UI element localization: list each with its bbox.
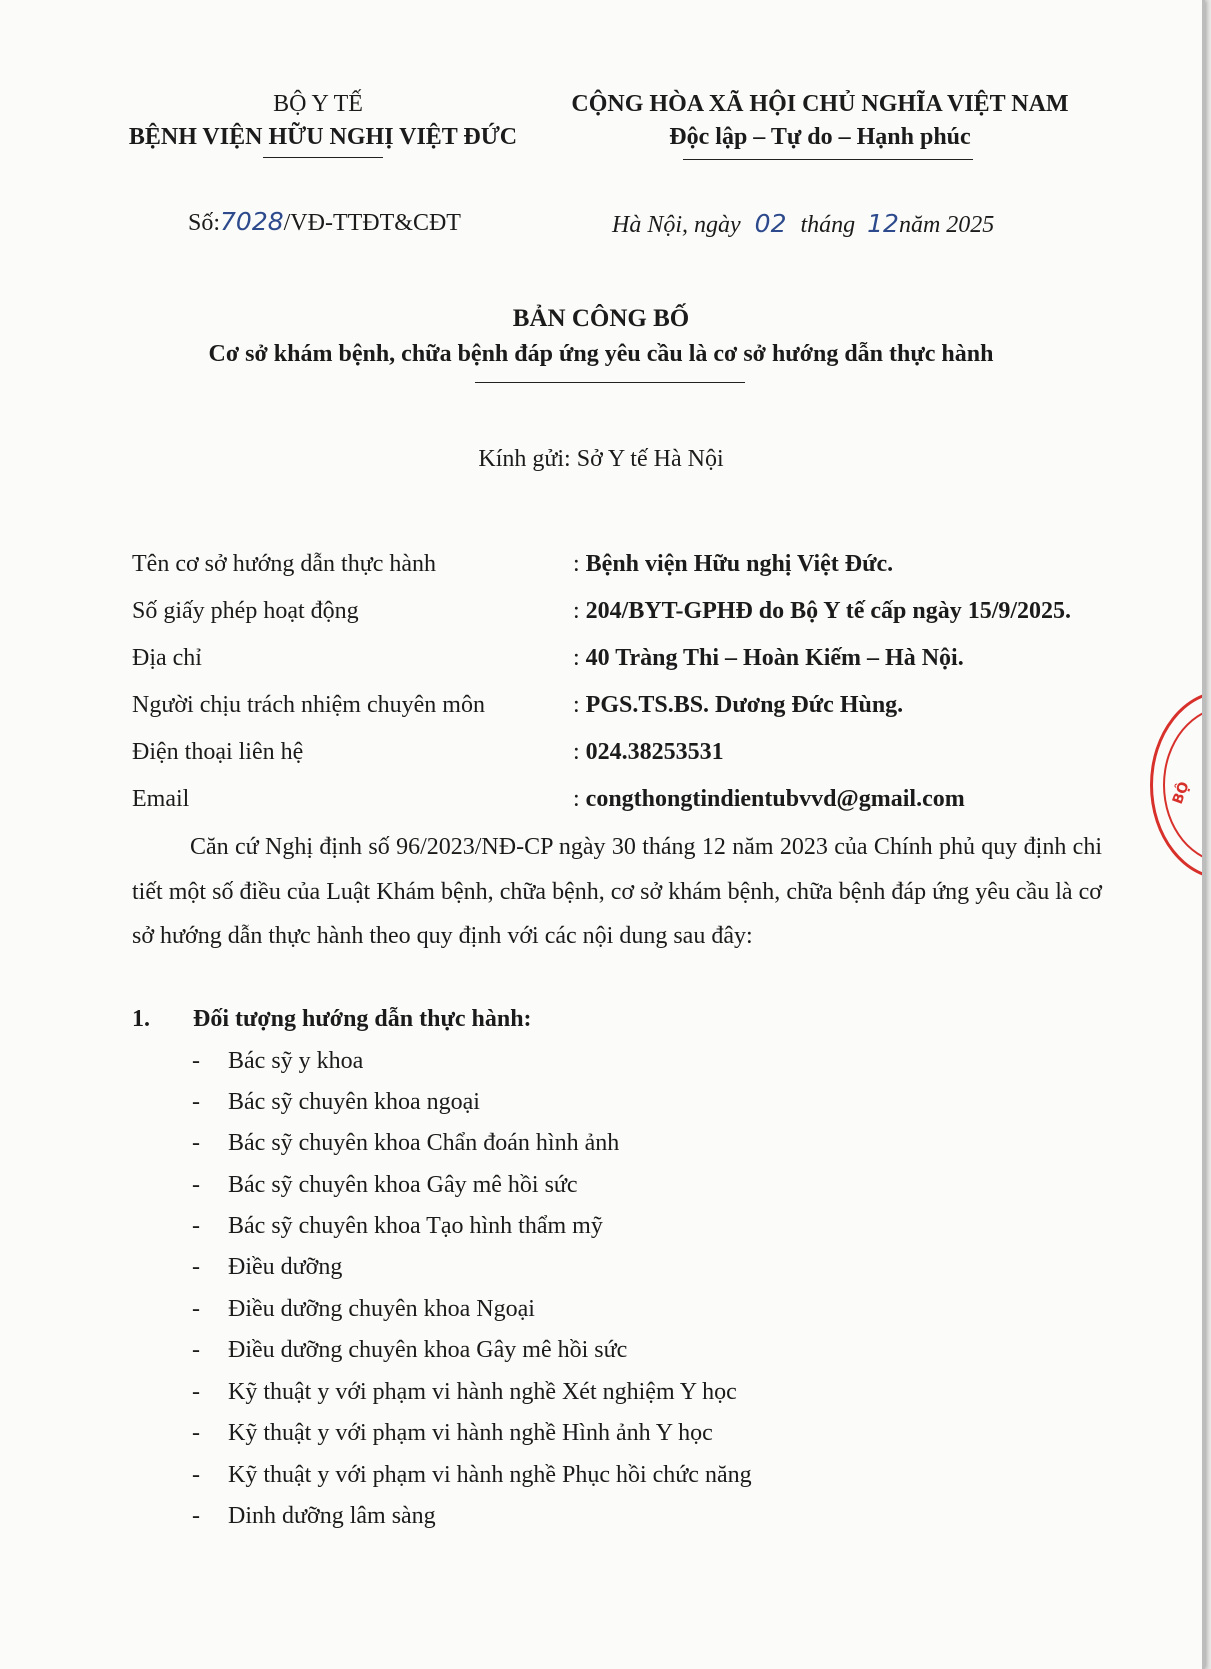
list-dash: - xyxy=(192,1296,200,1322)
list-item: Bác sỹ chuyên khoa Chẩn đoán hình ảnh xyxy=(228,1130,620,1156)
list-dash: - xyxy=(192,1172,200,1198)
ref-handwritten-number: 7028 xyxy=(220,207,284,236)
title-underline xyxy=(475,382,745,383)
list-item: Bác sỹ y khoa xyxy=(228,1048,364,1074)
info-value-license-text: 204/BYT-GPHĐ do Bộ Y tế cấp ngày 15/9/2025. xyxy=(585,598,1072,624)
list-dash: - xyxy=(192,1462,200,1488)
list-item: Kỹ thuật y với phạm vi hành nghề Hình ảnh Y học xyxy=(228,1420,713,1446)
info-value-responsible: : PGS.TS.BS. Dương Đức Hùng. xyxy=(573,692,904,718)
info-value-phone: : 024.38253531 xyxy=(573,739,724,765)
info-value-name: : Bệnh viện Hữu nghị Việt Đức. xyxy=(573,551,894,577)
document-date xyxy=(612,209,994,239)
list-item: Dinh dưỡng lâm sàng xyxy=(228,1503,436,1529)
info-value-license: : 204/BYT-GPHĐ do Bộ Y tế cấp ngày 15/9/2025. xyxy=(573,598,1072,624)
list-dash: - xyxy=(192,1337,200,1363)
info-value-address-text: 40 Tràng Thi – Hoàn Kiếm – Hà Nội. xyxy=(585,645,964,671)
red-seal-text: BỘ xyxy=(1169,779,1193,807)
legal-basis-paragraph: Căn cứ Nghị định số 96/2023/NĐ-CP ngày 30 tháng 12 năm 2023 của Chính phủ quy định chi tiết một số điều của Luật Khám bệnh, chữa bệnh, cơ sở khám bệnh, chữa bệnh đáp ứng yêu cầu là cơ sở hướng dẫn thực hành theo quy định với các nội dung sau đây: xyxy=(132,834,1102,949)
info-value-email: : congthongtindientubvvd@gmail.com xyxy=(573,786,965,812)
list-dash: - xyxy=(192,1130,200,1156)
list-dash: - xyxy=(192,1503,200,1529)
section-1-number: 1. xyxy=(132,1006,150,1032)
ref-suffix: /VĐ-TTĐT&CĐT xyxy=(283,210,461,236)
info-label-name: Tên cơ sở hướng dẫn thực hành xyxy=(132,551,437,577)
info-value-email-text: congthongtindientubvvd@gmail.com xyxy=(585,786,965,812)
info-value-name-text: Bệnh viện Hữu nghị Việt Đức. xyxy=(585,551,894,577)
date-month-label: tháng xyxy=(800,212,856,238)
info-label-phone: Điện thoại liên hệ xyxy=(132,739,304,765)
hospital-name: BỆNH VIỆN HỮU NGHỊ VIỆT ĐỨC xyxy=(128,124,518,150)
section-1-heading: Đối tượng hướng dẫn thực hành: xyxy=(193,1006,532,1032)
info-label-license: Số giấy phép hoạt động xyxy=(132,598,359,624)
reference-number xyxy=(188,207,461,237)
info-value-address: : 40 Tràng Thi – Hoàn Kiếm – Hà Nội. xyxy=(573,645,964,671)
ref-prefix: Số: xyxy=(188,210,221,236)
list-item: Bác sỹ chuyên khoa Tạo hình thẩm mỹ xyxy=(228,1213,603,1239)
list-item: Điều dưỡng chuyên khoa Ngoại xyxy=(228,1296,535,1322)
date-year: năm 2025 xyxy=(898,212,995,238)
document-title: BẢN CÔNG BỐ xyxy=(512,305,690,332)
list-dash: - xyxy=(192,1379,200,1405)
info-value-phone-text: 024.38253531 xyxy=(585,739,724,765)
hospital-underline xyxy=(263,157,383,158)
info-label-responsible: Người chịu trách nhiệm chuyên môn xyxy=(132,692,485,718)
date-prefix: Hà Nội, ngày xyxy=(612,212,741,238)
list-item: Điều dưỡng chuyên khoa Gây mê hồi sức xyxy=(228,1337,628,1363)
list-dash: - xyxy=(192,1420,200,1446)
date-month: 12 xyxy=(867,209,899,238)
info-label-email: Email xyxy=(132,786,190,812)
date-day: 02 xyxy=(754,209,787,238)
list-dash: - xyxy=(192,1048,200,1074)
list-dash: - xyxy=(192,1254,200,1280)
list-dash: - xyxy=(192,1089,200,1115)
list-item: Kỹ thuật y với phạm vi hành nghề Phục hồi chức năng xyxy=(228,1462,752,1488)
list-item: Bác sỹ chuyên khoa Gây mê hồi sức xyxy=(228,1172,578,1198)
recipient: Kính gửi: Sở Y tế Hà Nội xyxy=(478,446,724,472)
motto-underline xyxy=(683,159,973,160)
ministry-name: BỘ Y TẾ xyxy=(273,91,363,117)
info-label-address: Địa chỉ xyxy=(132,645,202,671)
country-name: CỘNG HÒA XÃ HỘI CHỦ NGHĨA VIỆT NAM xyxy=(571,91,1069,117)
document-subtitle: Cơ sở khám bệnh, chữa bệnh đáp ứng yêu cầu là cơ sở hướng dẫn thực hành xyxy=(208,341,994,367)
list-item: Điều dưỡng xyxy=(228,1254,343,1280)
info-value-responsible-text: PGS.TS.BS. Dương Đức Hùng. xyxy=(585,692,904,718)
list-dash: - xyxy=(192,1213,200,1239)
motto: Độc lập – Tự do – Hạnh phúc xyxy=(669,124,971,150)
list-item: Kỹ thuật y với phạm vi hành nghề Xét nghiệm Y học xyxy=(228,1379,737,1405)
list-item: Bác sỹ chuyên khoa ngoại xyxy=(228,1089,480,1115)
